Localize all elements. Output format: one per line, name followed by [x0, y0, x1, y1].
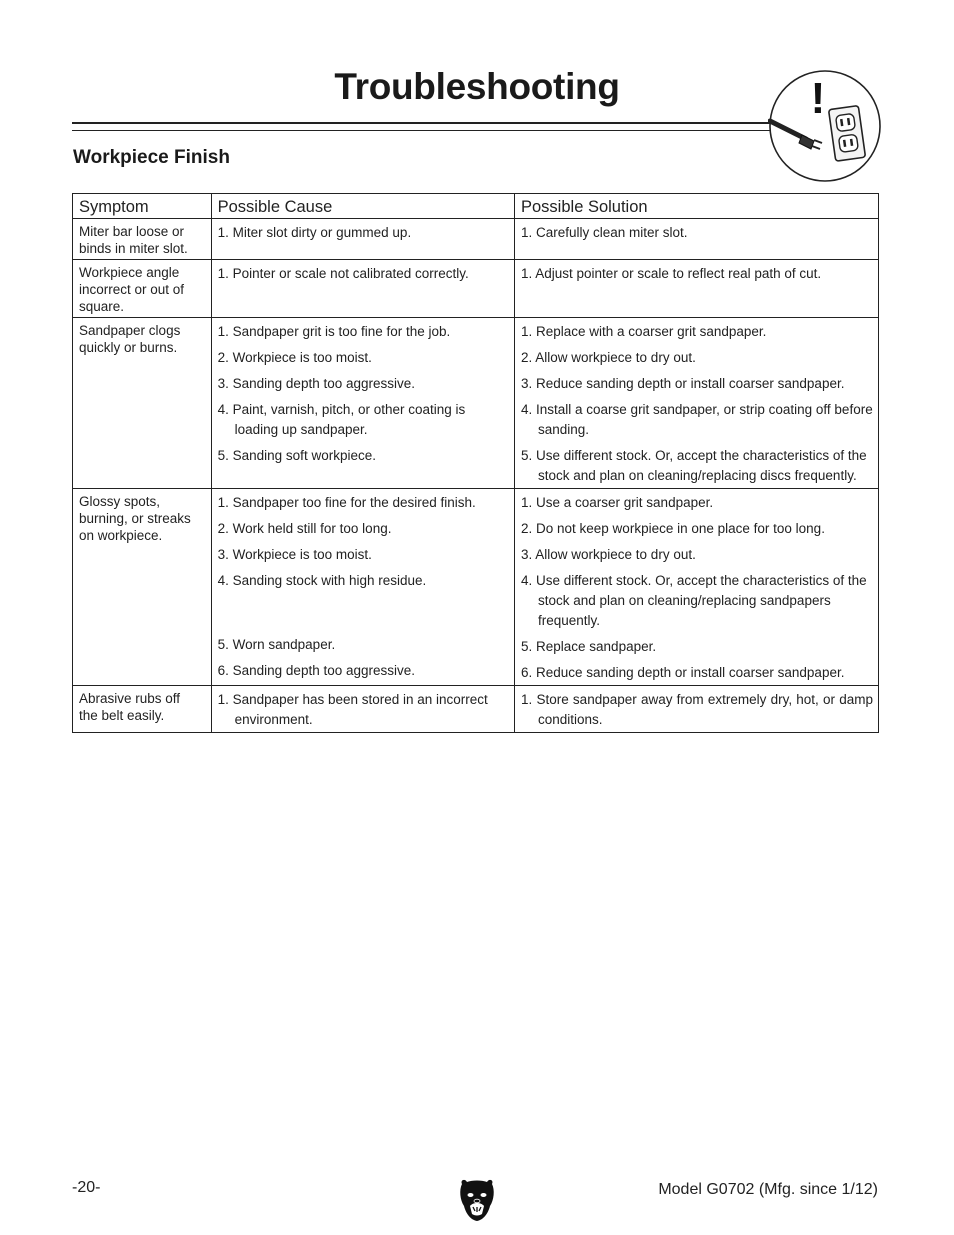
symptom-text: Sandpaper clogs quickly or burns.	[79, 323, 181, 355]
solution-item: 1. Use a coarser grit sandpaper.	[521, 495, 714, 510]
table-header-row	[73, 194, 879, 219]
solution-item: 4. Install a coarse grit sandpaper, or strip coating off before sanding.	[521, 402, 873, 437]
cause-cell	[211, 318, 514, 489]
cause-item: 1. Miter slot dirty or gummed up.	[217, 225, 412, 240]
cause-cell	[211, 489, 514, 686]
symptom-text: Abrasive rubs off the belt easily.	[79, 691, 181, 723]
symptom-text: Glossy spots, burning, or streaks on workpiece.	[79, 494, 191, 543]
solution-cell	[515, 489, 879, 686]
solution-item: 1. Carefully clean miter slot.	[521, 225, 688, 240]
troubleshooting-table	[72, 193, 879, 733]
cause-item: 1. Sandpaper too fine for the desired finish.	[217, 495, 476, 510]
table-row	[73, 260, 879, 318]
cause-cell	[211, 686, 514, 733]
solution-item: 1. Store sandpaper away from extremely dry, hot, or damp conditions.	[521, 692, 873, 727]
title-rule-thin	[72, 130, 772, 131]
column-header-cause: Possible Cause	[211, 194, 514, 219]
symptom-cell	[73, 219, 212, 260]
cause-item: 1. Sandpaper has been stored in an incorrect environment.	[217, 692, 488, 727]
column-header-solution: Possible Solution	[515, 194, 879, 219]
solution-item: 1. Adjust pointer or scale to reflect real path of cut.	[521, 266, 822, 281]
column-header-symptom: Symptom	[73, 194, 212, 219]
cause-item: 1. Pointer or scale not calibrated correctly.	[217, 266, 469, 281]
table-row	[73, 686, 879, 733]
table-row	[73, 318, 879, 489]
cause-item: 1. Sandpaper grit is too fine for the job.	[217, 324, 451, 339]
solution-item: 4. Use different stock. Or, accept the characteristics of the stock and plan on cleaning/replacing sandpapers frequently.	[521, 573, 867, 628]
cause-item: 5. Sanding soft workpiece.	[217, 448, 376, 463]
cause-item: 3. Workpiece is too moist.	[217, 547, 372, 562]
symptom-cell	[73, 318, 212, 489]
cause-cell	[211, 219, 514, 260]
cause-cell	[211, 260, 514, 318]
bear-logo-icon	[458, 1178, 496, 1222]
symptom-text: Workpiece angle incorrect or out of square.	[79, 265, 185, 314]
section-heading: Workpiece Finish	[73, 147, 230, 168]
solution-cell	[515, 219, 879, 260]
table-row	[73, 489, 879, 686]
cause-item: 5. Worn sandpaper.	[217, 637, 336, 652]
solution-item: 3. Reduce sanding depth or install coarser sandpaper.	[521, 376, 845, 391]
badge-mark: !	[810, 74, 826, 123]
solution-cell	[515, 686, 879, 733]
symptom-text: Miter bar loose or binds in miter slot.	[79, 224, 188, 256]
table-row	[73, 219, 879, 260]
solution-item: 2. Do not keep workpiece in one place for too long.	[521, 521, 825, 536]
solution-item: 5. Use different stock. Or, accept the characteristics of the stock and plan on cleaning/replacing discs frequently.	[521, 448, 867, 483]
cause-item: 2. Workpiece is too moist.	[217, 350, 372, 365]
cause-item: 4. Paint, varnish, pitch, or other coating is loading up sandpaper.	[217, 402, 466, 437]
symptom-cell	[73, 489, 212, 686]
title-rule	[72, 122, 772, 124]
cause-item: 6. Sanding depth too aggressive.	[217, 663, 416, 678]
symptom-cell	[73, 260, 212, 318]
cause-item: 2. Work held still for too long.	[217, 521, 392, 536]
solution-cell	[515, 318, 879, 489]
solution-item: 6. Reduce sanding depth or install coarser sandpaper.	[521, 665, 845, 680]
page-title: Troubleshooting	[334, 66, 620, 107]
solution-item: 5. Replace sandpaper.	[521, 639, 657, 654]
warning-plug-outlet-icon	[768, 69, 882, 183]
cause-item: 4. Sanding stock with high residue.	[217, 573, 427, 588]
solution-cell	[515, 260, 879, 318]
model-label: Model G0702 (Mfg. since 1/12)	[658, 1181, 878, 1198]
solution-item: 3. Allow workpiece to dry out.	[521, 547, 696, 562]
cause-item: 3. Sanding depth too aggressive.	[217, 376, 416, 391]
symptom-cell	[73, 686, 212, 733]
solution-item: 2. Allow workpiece to dry out.	[521, 350, 696, 365]
page-number: -20-	[72, 1179, 101, 1196]
cause-spacer	[218, 597, 509, 635]
solution-item: 1. Replace with a coarser grit sandpaper.	[521, 324, 767, 339]
